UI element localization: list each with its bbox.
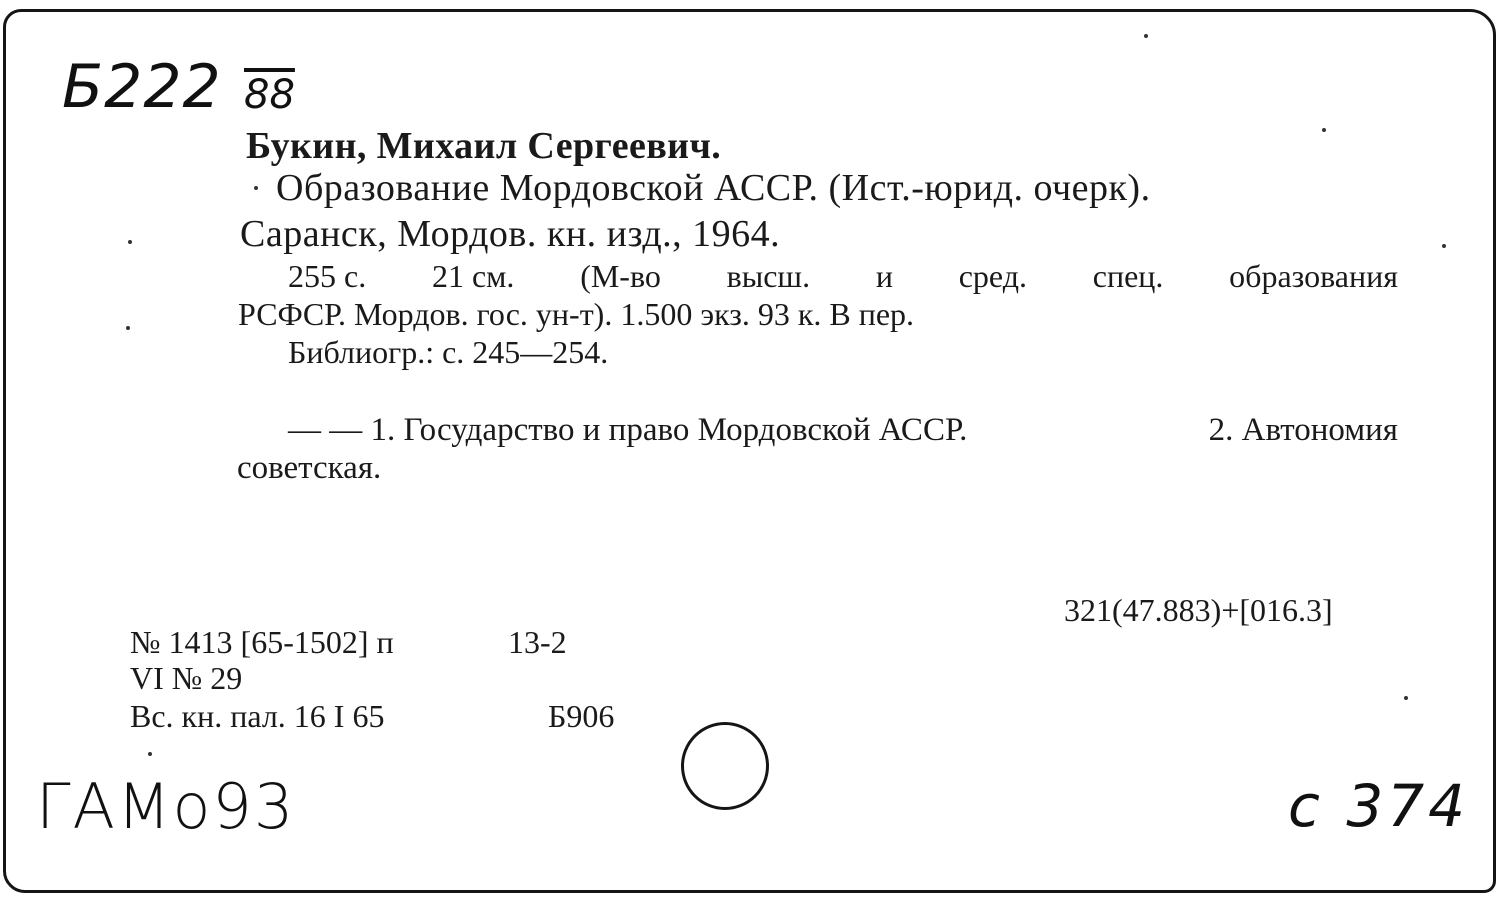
shelfmark-sub: 88 (244, 72, 295, 118)
speck (148, 752, 152, 756)
speck (254, 186, 258, 190)
collation-part: 21 см. (431, 258, 515, 294)
punch-hole (681, 722, 769, 810)
archive-stamp: ГАМо93 (36, 770, 296, 843)
speck (128, 240, 132, 244)
title-line-1: Образование Мордовской АССР. (Ист.-юрид. очерк). (276, 167, 1151, 209)
record-number: № 1413 [65-1502] п (130, 624, 394, 660)
speck (126, 326, 130, 330)
chamber-note: Вс. кн. пал. 16 I 65 (130, 698, 385, 734)
bibliography-note: Библиогр.: с. 245—254. (288, 334, 609, 370)
collation-part: 255 с. (288, 258, 367, 294)
speck (1404, 696, 1408, 700)
collation-part: образования (1229, 258, 1398, 294)
classification-index: 321(47.883)+[016.3] (1064, 592, 1333, 628)
shelfmark: Б222 (62, 52, 222, 122)
collation-part: высш. (726, 258, 811, 294)
record-code: 13-2 (508, 624, 567, 660)
collation-part: и (875, 258, 893, 294)
speck (1322, 128, 1326, 132)
collation-line-2: РСФСР. Мордов. гос. ун-т). 1.500 экз. 93 к. В пер. (238, 296, 915, 332)
series-number: VI № 29 (130, 660, 243, 696)
speck (1442, 244, 1446, 248)
page-reference: с 374 (1288, 772, 1470, 840)
speck (1144, 34, 1148, 38)
author-heading: Букин, Михаил Сергеевич. (246, 125, 722, 167)
collation-line-1 (288, 258, 1398, 295)
subject-part: 2. Автономия (1208, 412, 1398, 448)
subject-part: — — 1. Государство и право Мордовской АССР. (288, 412, 968, 448)
collation-part: (М-во (580, 258, 661, 294)
subjects-line-2: советская. (237, 450, 382, 486)
collation-part: спец. (1092, 258, 1164, 294)
collation-part: сред. (958, 258, 1027, 294)
title-line-2: Саранск, Мордов. кн. изд., 1964. (240, 213, 781, 255)
subjects-line-1 (288, 412, 1398, 449)
chamber-code: Б906 (548, 698, 615, 734)
